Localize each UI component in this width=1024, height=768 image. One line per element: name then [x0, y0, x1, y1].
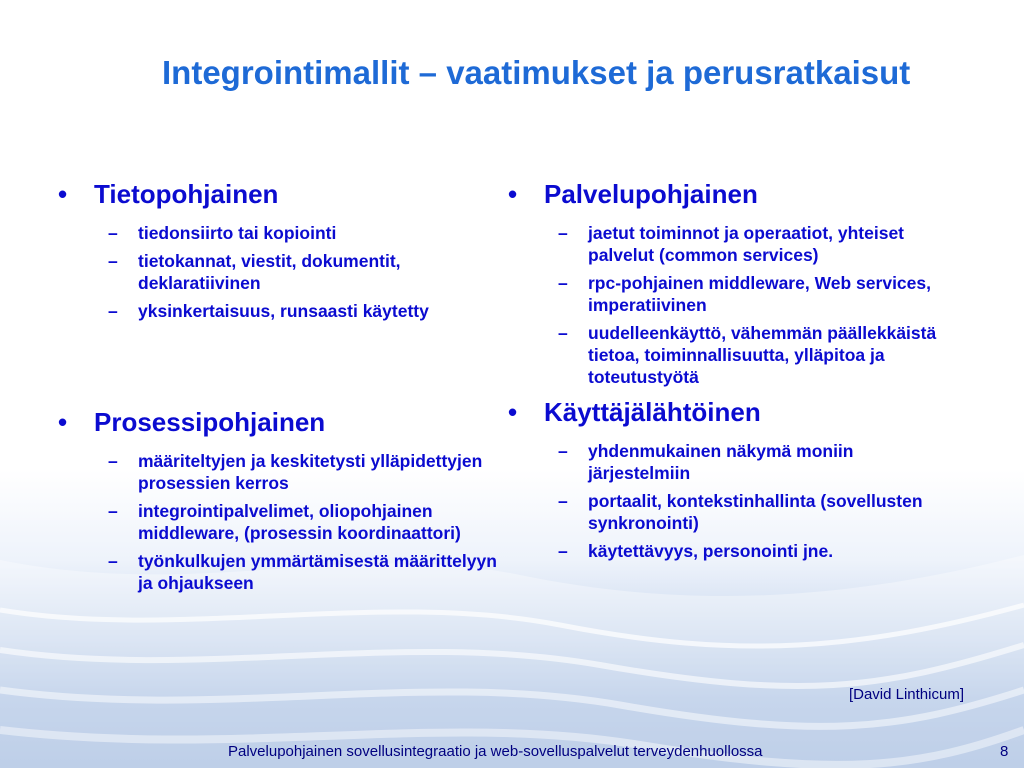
sub-item	[508, 272, 958, 316]
dash-icon: –	[558, 541, 568, 561]
sub-item	[58, 450, 498, 494]
sub-item-text: jaetut toiminnot ja operaatiot, yhteiset palvelut (common services)	[588, 223, 905, 265]
sub-list	[58, 222, 498, 322]
bullet-label: Tietopohjainen	[94, 179, 279, 209]
slide-footer: Palvelupohjainen sovellusintegraatio ja web-sovelluspalvelut terveydenhuollossa	[228, 743, 763, 760]
sub-item-text: rpc-pohjainen middleware, Web services, imperatiivinen	[588, 273, 931, 315]
dash-icon: –	[558, 273, 568, 293]
sub-item	[58, 222, 498, 244]
citation: [David Linthicum]	[848, 686, 964, 703]
sub-item	[508, 222, 958, 266]
dash-icon: –	[108, 451, 118, 471]
dash-icon: –	[558, 323, 568, 343]
sub-item-text: työnkulkujen ymmärtämisestä määrittelyyn ja ohjaukseen	[138, 551, 497, 593]
sub-item-text: yksinkertaisuus, runsaasti käytetty	[138, 301, 429, 321]
sub-item	[58, 250, 498, 294]
sub-list	[508, 440, 958, 562]
dash-icon: –	[108, 551, 118, 571]
bullet-palvelupohjainen	[508, 178, 958, 210]
slide-title: Integrointimallit – vaatimukset ja perusratkaisut	[162, 54, 911, 91]
sub-item-text: yhdenmukainen näkymä moniin järjestelmiin	[588, 441, 854, 483]
right-column	[508, 178, 958, 570]
bullet-dot-icon: •	[508, 179, 518, 209]
dash-icon: –	[108, 501, 118, 521]
spacer	[58, 330, 498, 406]
sub-list	[58, 450, 498, 594]
sub-list	[508, 222, 958, 388]
left-column	[58, 178, 498, 602]
dash-icon: –	[558, 491, 568, 511]
dash-icon: –	[108, 301, 118, 321]
sub-item	[58, 500, 498, 544]
sub-item	[58, 550, 498, 594]
sub-item-text: uudelleenkäyttö, vähemmän päällekkäistä tietoa, toiminnallisuutta, ylläpitoa ja toteutustyötä	[588, 323, 937, 387]
dash-icon: –	[108, 251, 118, 271]
sub-item	[508, 490, 958, 534]
page-number: 8	[1000, 743, 1009, 760]
sub-item	[58, 300, 498, 322]
bullet-dot-icon: •	[508, 397, 518, 427]
sub-item	[508, 540, 958, 562]
sub-item-text: portaalit, kontekstinhallinta (sovellusten synkronointi)	[588, 491, 923, 533]
sub-item-text: tietokannat, viestit, dokumentit, deklaratiivinen	[138, 251, 401, 293]
bullet-label: Prosessipohjainen	[94, 407, 326, 437]
bullet-tietopohjainen	[58, 178, 498, 210]
sub-item	[508, 322, 958, 388]
sub-item-text: määriteltyjen ja keskitetysti ylläpidettyjen prosessien kerros	[138, 451, 483, 493]
bullet-prosessipohjainen	[58, 406, 498, 438]
sub-item	[508, 440, 958, 484]
sub-item-text: käytettävyys, personointi jne.	[588, 541, 834, 561]
bullet-label: Käyttäjälähtöinen	[544, 397, 761, 427]
bullet-dot-icon: •	[58, 179, 68, 209]
bullet-kayttajalahtoinen	[508, 396, 958, 428]
dash-icon: –	[558, 441, 568, 461]
dash-icon: –	[558, 223, 568, 243]
sub-item-text: tiedonsiirto tai kopiointi	[138, 223, 337, 243]
bullet-label: Palvelupohjainen	[544, 179, 758, 209]
sub-item-text: integrointipalvelimet, oliopohjainen middleware, (prosessin koordinaattori)	[138, 501, 461, 543]
bullet-dot-icon: •	[58, 407, 68, 437]
dash-icon: –	[108, 223, 118, 243]
